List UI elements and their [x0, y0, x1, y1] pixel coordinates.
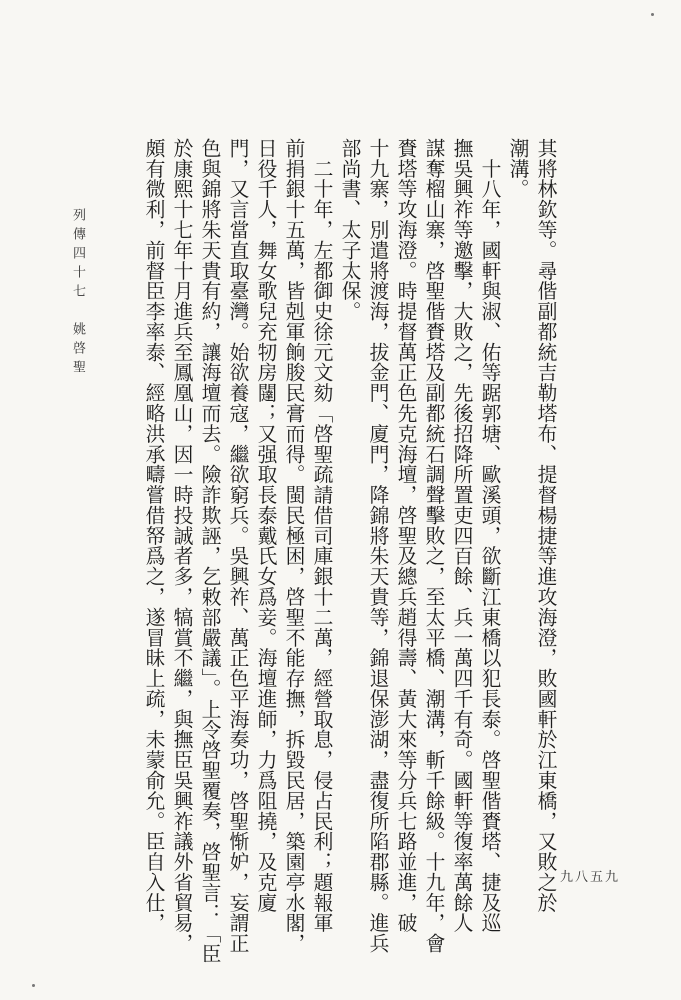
- text-column-12: 門，又言當直取臺灣。始欲養寇，繼欲窮兵。吳興祚、萬正色平海奏功，啓聖惭妒，妄謂正: [226, 138, 249, 954]
- text-column-11: 日役千人，舞女歌兒充牣房闥；又强取長泰戴氏女爲妾。海壇進師，力爲阻撓，及克廈: [254, 138, 277, 913]
- text-column-13: 色與錦將朱天貴有約，讓海壇而去。險詐欺誣，乞敕部嚴議」。上令啓聖覆奏，啓聖言：「臣: [198, 138, 221, 965]
- text-column-4: 撫吳興祚等邀擊，大敗之，先後招降所置吏四百餘、兵一萬四千有奇。國軒等復率萬餘人: [450, 138, 473, 934]
- text-column-6: 賚塔等攻海澄。時提督萬正色先克海壇，啓聖及總兵趙得壽、黃大來等分兵七路並進，破: [394, 138, 417, 934]
- text-column-10: 前捐銀十五萬，皆剋軍餉朘民膏而得。閩民極困，啓聖不能存撫，拆毀民居，築園亭水閣，: [282, 138, 305, 954]
- text-column-8: 部尚書、太子太保。: [338, 138, 361, 322]
- scan-speck: [651, 13, 654, 16]
- text-column-9: 二十年，左都御史徐元文劾「啓聖疏請借司庫銀十二萬，經營取息，侵占民利；題報軍: [310, 138, 333, 934]
- text-column-2: 潮溝。: [506, 138, 529, 200]
- text-column-15: 頗有微利，前督臣李率泰、經略洪承疇嘗借帑爲之，遂冒昧上疏，未蒙俞允。臣自入仕，: [142, 138, 165, 934]
- running-header-subtitle: 姚啓聖: [70, 322, 85, 379]
- text-column-7: 十九寨，別遣將渡海，拔金門、廈門，降錦將朱天貴等，錦退保澎湖，盡復所陷郡縣。進兵: [366, 138, 389, 954]
- page-number: 九八五九: [560, 870, 621, 885]
- text-column-1: 其將林欽等。尋偕副都統吉勒塔布、提督楊捷等進攻海澄，敗國軒於江東橋，又敗之於: [534, 138, 557, 913]
- running-header-title: 列傳四十七: [70, 208, 85, 303]
- text-column-3: 十八年，國軒與淑、佑等踞郭塘、歐溪頭，欲斷江東橋以犯長泰。啓聖偕賚塔、捷及巡: [478, 138, 501, 934]
- text-column-14: 於康熙十七年十月進兵至鳳凰山，因一時投誠者多，犒賞不繼，與撫臣吳興祚議外省貿易，: [170, 138, 193, 954]
- text-column-5: 謀奪榴山寨，啓聖偕賚塔及副都統石調聲擊敗之，至太平橋、潮溝，斬千餘級。十九年，會: [422, 138, 445, 954]
- scan-speck: [32, 984, 35, 987]
